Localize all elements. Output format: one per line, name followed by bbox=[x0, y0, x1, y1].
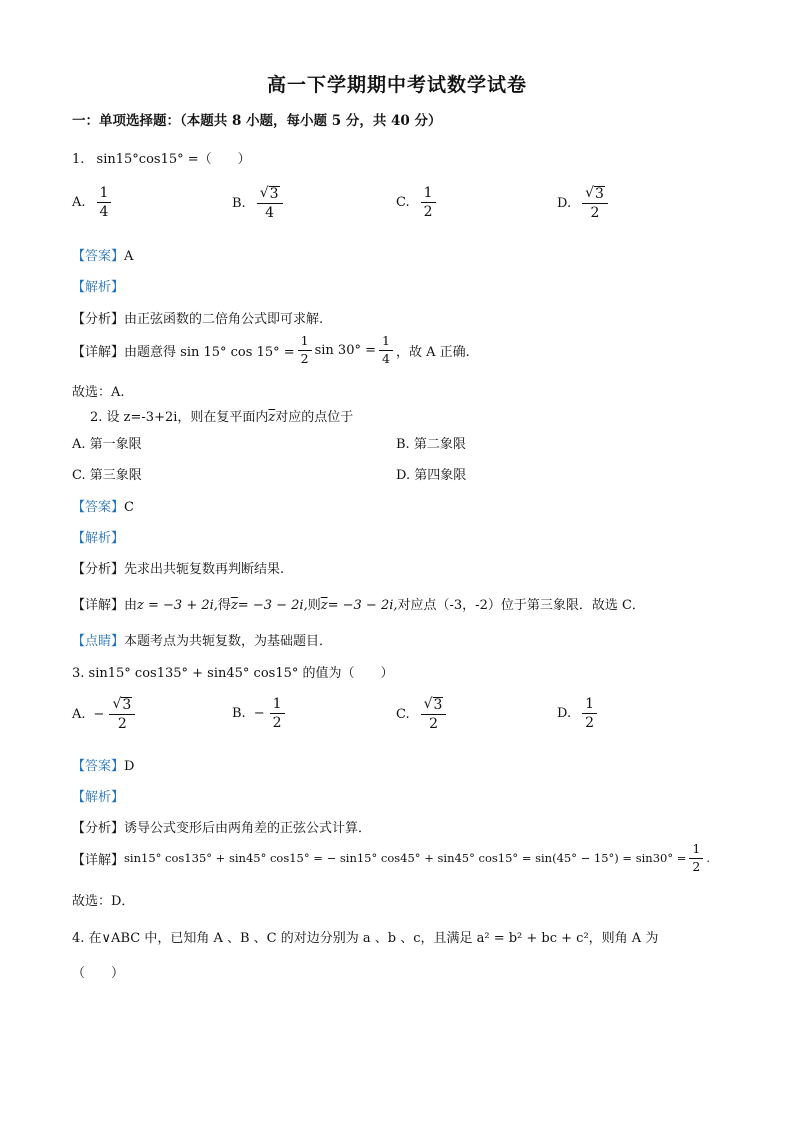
q3-option-b-fraction: $\frac{1}{2}$ bbox=[270, 697, 285, 730]
q2-comment: 【点睛】本题考点为共轭复数，为基础题目． bbox=[72, 634, 333, 649]
q2-detail: 【详解】由z = −3 + 2i,得$\overline{z}= -3 - 2i$,则$\overline{z}= -3 - 2i$,对应点（-3，-2）位于第三象限．故选 C． bbox=[72, 598, 645, 613]
q1-select: 故选：A. bbox=[72, 385, 125, 400]
q1-number: 1. bbox=[72, 152, 85, 167]
q2-option-b: B. 第二象限 bbox=[396, 437, 466, 452]
q1-stem-text: sin15°cos15° =（ ） bbox=[96, 152, 251, 167]
q3-option-c-fraction: √ 3 2 bbox=[421, 697, 447, 731]
q1-stem bbox=[72, 148, 251, 167]
q3-option-a-fraction: √ 3 2 bbox=[109, 697, 135, 731]
page-title: 高一下学期期中考试数学试卷 bbox=[266, 74, 527, 96]
q2-stem: 2. 设 z=-3+2i，则在复平面内$\overline{z}$对应的点位于 bbox=[90, 410, 354, 425]
q1-fenxi: 【分析】由正弦函数的二倍角公式即可求解. bbox=[72, 312, 324, 327]
q3-detail: 【详解】 sin15° cos135° + sin45° cos15° = − sin15° cos45° + sin45° cos15° = sin(45° − 15°) = sin30° = $\frac{1}{2}$ . bbox=[72, 841, 710, 874]
q3-detail-fraction: $\frac{1}{2}$ bbox=[689, 843, 703, 873]
q1-analysis-label: 【解析】 bbox=[72, 280, 125, 295]
q1-detail-fraction-1: $\frac{1}{2}$ bbox=[298, 335, 312, 365]
q1-option-a: A. $\frac{1}{4}$ bbox=[72, 186, 114, 219]
q3-option-d: D. $\frac{1}{2}$ bbox=[557, 697, 600, 730]
q2-option-d: D. 第四象限 bbox=[396, 468, 467, 483]
q3-answer: 【答案】D bbox=[72, 759, 135, 774]
q3-option-d-fraction: $\frac{1}{2}$ bbox=[582, 697, 597, 730]
q4-paren: （ ） bbox=[72, 966, 125, 981]
q1-answer: 【答案】A bbox=[72, 249, 134, 264]
q1-option-c-fraction: $\frac{1}{2}$ bbox=[421, 186, 436, 219]
q3-option-b: B. − $\frac{1}{2}$ bbox=[232, 697, 288, 730]
q1-detail-fraction-2: $\frac{1}{4}$ bbox=[379, 335, 393, 365]
q1-option-b-fraction: √ 3 4 bbox=[257, 186, 283, 220]
q4-stem: 4. 在∨ABC 中，已知角 A 、B 、C 的对边分别为 a 、b 、c，且满足 a² = b² + bc + c²，则角 A 为 bbox=[72, 931, 659, 946]
section-heading: 一：单项选择题：（本题共 8 小题，每小题 5 分，共 40 分） bbox=[72, 113, 442, 129]
q3-option-c: C. √ 3 2 bbox=[396, 697, 449, 731]
q3-select: 故选：D． bbox=[72, 894, 135, 909]
q1-option-c: C. $\frac{1}{2}$ bbox=[396, 186, 439, 219]
q3-option-a: A. − √ 3 2 bbox=[72, 697, 138, 731]
q2-option-c: C. 第三象限 bbox=[72, 468, 142, 483]
q3-stem: 3. sin15° cos135° + sin45° cos15° 的值为（ ） bbox=[72, 666, 394, 681]
q1-option-d: D. √ 3 2 bbox=[557, 186, 611, 220]
q2-answer: 【答案】C bbox=[72, 500, 134, 515]
q1-detail: 【详解】 由题意得 sin 15° cos 15° = $\frac{1}{2}$ sin 30° = $\frac{1}{4}$ ，故 A 正确. bbox=[72, 333, 470, 366]
q1-option-a-fraction: $\frac{1}{4}$ bbox=[97, 186, 112, 219]
q3-analysis-label: 【解析】 bbox=[72, 790, 125, 805]
q3-fenxi: 【分析】诱导公式变形后由两角差的正弦公式计算． bbox=[72, 821, 372, 836]
q1-option-d-fraction: √ 3 2 bbox=[582, 186, 608, 220]
q2-option-a: A. 第一象限 bbox=[72, 437, 142, 452]
q2-analysis-label: 【解析】 bbox=[72, 531, 125, 546]
q1-option-b: B. √ 3 4 bbox=[232, 186, 286, 220]
q2-fenxi: 【分析】先求出共轭复数再判断结果. bbox=[72, 562, 285, 577]
